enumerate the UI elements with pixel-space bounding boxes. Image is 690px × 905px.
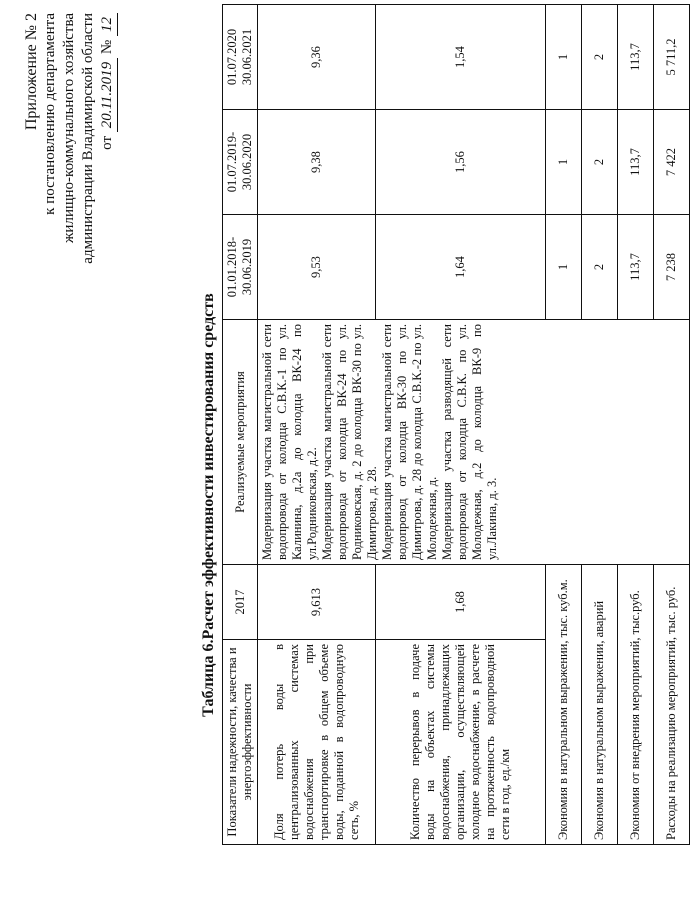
header-period-2: 01.07.2019-30.06.2020 — [223, 110, 258, 215]
header-period-3: 01.07.2020 30.06.2021 — [223, 5, 258, 110]
header-base-year: 2017 — [223, 565, 258, 640]
header-row — [223, 5, 258, 845]
activity-item: Модернизация участка магистральной сети водопровода от колодца ВК-24 по ул. Родниковская, д. 2 до колодца ВК-30 по ул. Димитрова, д. 28. — [320, 324, 379, 560]
base-value-cell: 9,613 — [258, 565, 376, 640]
period-2-value: 1 — [546, 110, 582, 215]
indicator-cell: Экономия в натуральном выражении, тыс. куб.м. — [546, 565, 582, 845]
number-prefix: № — [99, 39, 115, 55]
period-2-value: 7 422 — [654, 110, 690, 215]
indicator-cell: Экономия в натуральном выражении, аварий — [582, 565, 618, 845]
period-3-value: 1 — [546, 5, 582, 110]
activity-item: Модернизация участка магистральной сети водопровода от колодца С.В.К.-1 по ул. Калинина, д.2а до колодца ВК-24 по ул.Родниковская, д.2. — [260, 324, 319, 560]
date-prefix: от — [99, 135, 115, 150]
handwritten-number: 12 — [98, 13, 118, 36]
handwritten-date: 20.11.2019 — [98, 58, 118, 132]
period-2-value: 113,7 — [618, 110, 654, 215]
header-period-1: 01.01.2018-30.06.2019 — [223, 215, 258, 320]
period-1-value: 7 238 — [654, 215, 690, 320]
activity-item: Модернизация участка разводящей сети водопровода от колодца С.В.К. по ул. Молодежная, д.2 до колодца ВК-9 по ул.Лакина, д. 3. — [440, 324, 499, 560]
header-indicator: Показатели надежности, качества и энергоэффективности — [223, 640, 258, 845]
appendix-header — [22, 13, 118, 305]
base-value-cell: 1,68 — [376, 565, 546, 640]
period-3-value: 2 — [582, 5, 618, 110]
period-1-value: 9,53 — [258, 215, 376, 320]
indicator-cell: Доля потерь воды в централизованных системах водоснабжения при транспортировке в общем объеме воды, поданной в водопроводную сеть, % — [258, 640, 376, 845]
table-row — [258, 5, 376, 845]
indicator-cell: Количество перерывов в подаче воды на объектах системы водоснабжения, принадлежащих организации, осуществляющей холодное водоснабжение, в расчете на протяженность водопроводной сети в год, ед./км — [376, 640, 546, 845]
appendix-number: Приложение № 2 — [23, 13, 40, 131]
period-3-value: 113,7 — [618, 5, 654, 110]
period-3-value: 5 711,2 — [654, 5, 690, 110]
efficiency-table — [222, 4, 690, 845]
period-1-value: 113,7 — [618, 215, 654, 320]
period-1-value: 2 — [582, 215, 618, 320]
appendix-line-2: к постановлению департамента — [42, 13, 58, 215]
period-2-value: 9,38 — [258, 110, 376, 215]
activity-item: Модернизация участка магистральной сети водопровод от колодца ВК-30 по ул. Димитрова, д. 28 до колодца С.В.К.-2 по ул. Молодежная, д. — [380, 324, 439, 560]
indicator-cell: Расходы на реализацию мероприятий, тыс. руб. — [654, 565, 690, 845]
period-1-value: 1,64 — [376, 215, 546, 320]
appendix-line-3: жилищно-коммунального хозяйства — [61, 13, 77, 243]
appendix-date-line — [98, 13, 118, 305]
table-title: Таблица 6.Расчет эффективности инвестирования средств — [200, 293, 217, 717]
activities-cell — [258, 320, 690, 565]
header-activities: Реализуемые мероприятия — [223, 320, 258, 565]
period-3-value: 1,54 — [376, 5, 546, 110]
period-2-value: 1,56 — [376, 110, 546, 215]
indicator-cell: Экономия от внедрения мероприятий, тыс.руб. — [618, 565, 654, 845]
appendix-line-4: администрации Владимирской области — [80, 13, 96, 264]
period-1-value: 1 — [546, 215, 582, 320]
period-2-value: 2 — [582, 110, 618, 215]
period-3-value: 9,36 — [258, 5, 376, 110]
